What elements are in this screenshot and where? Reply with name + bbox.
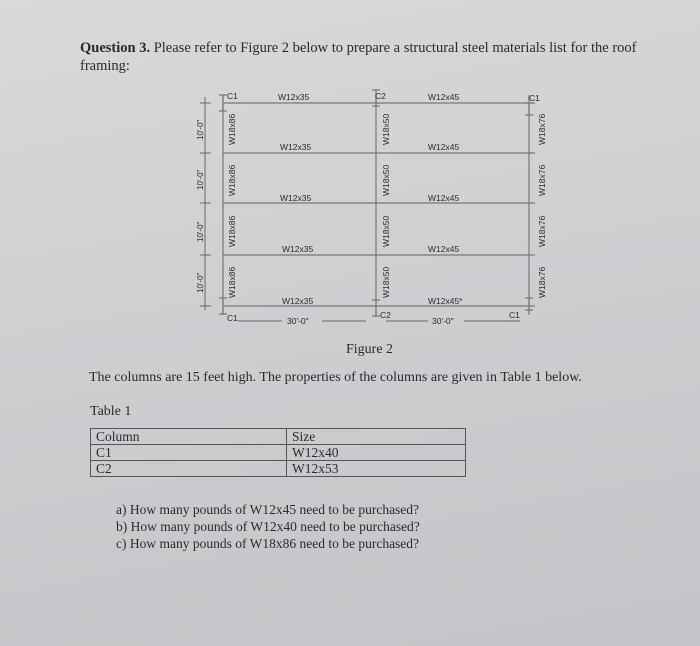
- column-label-bottom-3: C1: [509, 310, 520, 320]
- table-1: [90, 428, 466, 477]
- table-cell: C2: [91, 461, 287, 477]
- girder-label-mid-2: W18x50: [381, 164, 391, 196]
- span-dim-left: 30'-0": [287, 316, 309, 326]
- table-row: [91, 445, 466, 461]
- table-cell: W12x53: [287, 461, 466, 477]
- question-c: c) How many pounds of W18x86 need to be purchased?: [116, 536, 420, 551]
- girder-label-left-2: W18x86: [227, 164, 237, 196]
- bay-dim-4: 10'-0": [196, 272, 205, 293]
- beam-label-right-3: W12x45: [428, 193, 460, 203]
- column-label-top-1: C1: [227, 91, 238, 101]
- beam-label-right-1: W12x45: [428, 92, 460, 102]
- column-label-top-3: C1: [529, 93, 540, 103]
- figure-caption: Figure 2: [346, 342, 394, 357]
- table-title: Table 1: [90, 404, 132, 419]
- question-b: b) How many pounds of W12x40 need to be purchased?: [116, 519, 420, 534]
- girder-label-left-3: W18x86: [227, 215, 237, 247]
- column-label-bottom-1: C1: [227, 313, 238, 323]
- beam-label-left-2: W12x35: [280, 142, 312, 152]
- column-label-top-2: C2: [375, 91, 386, 101]
- beam-label-left-4: W12x35: [282, 244, 314, 254]
- beam-label-right-4: W12x45: [428, 244, 460, 254]
- framing-lines: [219, 90, 535, 316]
- girder-label-right-3: W18x76: [537, 215, 547, 247]
- girder-label-right-4: W18x76: [537, 266, 547, 298]
- question-text: Please refer to Figure 2 below to prepare a structural steel materials list for the roof: [150, 40, 637, 56]
- girder-label-mid-1: W18x50: [381, 113, 391, 145]
- girder-label-left-4: W18x86: [227, 266, 237, 298]
- span-dim-right: 30'-0": [432, 316, 454, 326]
- girder-label-right-1: W18x76: [537, 113, 547, 145]
- beam-label-left-3: W12x35: [280, 193, 312, 203]
- bay-dim-2: 10'-0": [196, 169, 205, 190]
- table-header-row: [91, 429, 466, 445]
- column-symbol-bottom-mid: [372, 300, 380, 316]
- girder-label-right-2: W18x76: [537, 164, 547, 196]
- girder-label-mid-4: W18x50: [381, 266, 391, 298]
- table-cell: W12x40: [287, 445, 466, 461]
- columns-note: The columns are 15 feet high. The properties of the columns are given in Table 1 below.: [89, 370, 582, 385]
- beam-label-left-1: W12x35: [278, 92, 310, 102]
- bay-dim-3: 10'-0": [196, 221, 205, 242]
- column-symbol-bottom-right: [525, 298, 533, 310]
- question-list: [116, 501, 420, 552]
- beam-label-right-5: W12x45*: [428, 296, 463, 306]
- question-line-2: framing:: [80, 58, 130, 74]
- question-number: Question 3.: [80, 40, 151, 56]
- table-cell: C1: [91, 445, 287, 461]
- table-header-column: Column: [91, 429, 287, 445]
- girder-label-left-1: W18x86: [227, 113, 237, 145]
- question-a: a) How many pounds of W12x45 need to be purchased?: [116, 502, 420, 517]
- table-row: [91, 461, 466, 477]
- table-header-size: Size: [287, 429, 466, 445]
- column-label-bottom-2: C2: [380, 310, 391, 320]
- beam-label-right-2: W12x45: [428, 142, 460, 152]
- beam-label-left-5: W12x35: [282, 296, 314, 306]
- bay-dim-1: 10'-0": [196, 119, 205, 140]
- column-symbol-top-right: [525, 103, 533, 115]
- girder-label-mid-3: W18x50: [381, 215, 391, 247]
